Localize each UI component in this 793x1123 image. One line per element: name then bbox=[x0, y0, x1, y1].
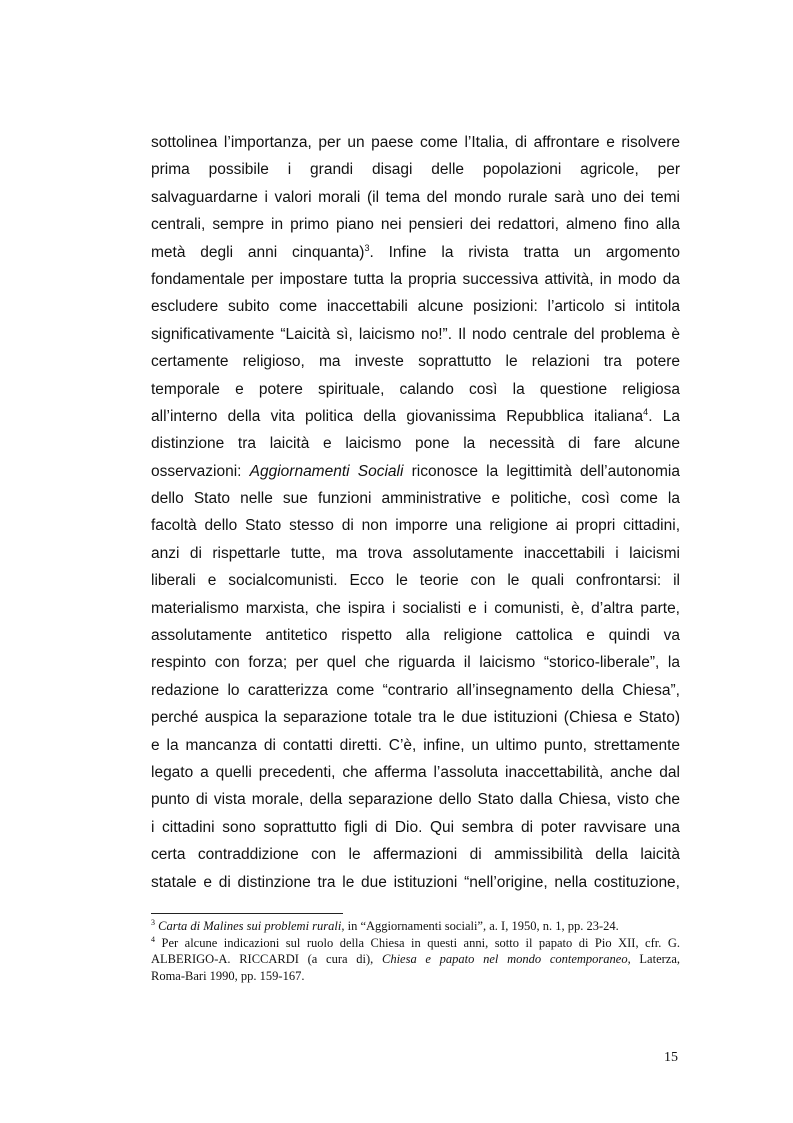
text-line: assolutamente antitetico rispetto alla religione cattolica e quindi va bbox=[151, 627, 680, 645]
footnote-3 bbox=[151, 918, 680, 935]
footnote-marker: 4 bbox=[151, 934, 155, 944]
text-line: centrali, sempre in primo piano nei pensieri dei redattori, almeno fino alla bbox=[151, 216, 680, 234]
text-fragment: metà degli anni cinquanta) bbox=[151, 243, 365, 261]
page-number: 15 bbox=[664, 1050, 678, 1065]
text-line: metà degli anni cinquanta)$^3$. Infine la rivista tratta un argomento bbox=[151, 242, 680, 261]
text-line: punto di vista morale, della separazione dello Stato dalla Chiesa, visto che bbox=[151, 791, 680, 809]
text-line bbox=[151, 458, 680, 485]
footnote-ref: 3 bbox=[364, 242, 370, 253]
text-line: redazione lo caratterizza come “contrario all’insegnamento della Chiesa”, bbox=[151, 681, 680, 699]
footnote-4 bbox=[151, 935, 680, 985]
text-line: anzi di rispettarle tutte, ma trova assolutamente inaccettabili i laicismi bbox=[151, 544, 680, 562]
footnote-text: ALBERIGO-A. RICCARDI (a cura di), bbox=[151, 952, 382, 966]
text-line: perché auspica la separazione totale tra le due istituzioni (Chiesa e Stato) bbox=[151, 709, 680, 727]
text-line: certa contraddizione con le affermazioni di ammissibilità della laicità bbox=[151, 846, 680, 864]
text-line: facoltà dello Stato stesso di non imporre una religione ai propri cittadini, bbox=[151, 517, 680, 535]
text-line: escludere subito come inaccettabili alcune posizioni: l’articolo si intitola bbox=[151, 298, 680, 316]
text-line: liberali e socialcomunisti. Ecco le teorie con le quali confrontarsi: il bbox=[151, 572, 680, 590]
footnote-line bbox=[151, 951, 680, 968]
footnote-line bbox=[151, 935, 680, 952]
text-line: i cittadini sono soprattutto figli di Dio. Qui sembra di poter ravvisare una bbox=[151, 818, 680, 836]
footnotes bbox=[151, 918, 680, 984]
footnote-line: Roma-Bari 1990, pp. 159-167. bbox=[151, 968, 305, 983]
footnote-line bbox=[151, 918, 680, 935]
journal-title: Aggiornamenti Sociali bbox=[249, 462, 404, 480]
text-line: salvaguardarne i valori morali (il tema del mondo rurale sarà uno dei temi bbox=[151, 188, 680, 206]
text-line: certamente religioso, ma investe soprattutto le relazioni tra potere bbox=[151, 353, 680, 371]
text-line: distinzione tra laicità e laicismo pone la necessità di fare alcune bbox=[151, 435, 680, 453]
text-line: temporale e potere spirituale, calando così la questione religiosa bbox=[151, 380, 680, 398]
footnote-ref: 4 bbox=[643, 406, 649, 417]
text-line: respinto con forza; per quel che riguarda il laicismo “storico-liberale”, la bbox=[151, 654, 680, 672]
text-line: prima possibile i grandi disagi delle popolazioni agricole, per bbox=[151, 161, 680, 179]
text-fragment: all’interno della vita politica della giovanissima Repubblica italiana bbox=[151, 407, 644, 425]
text-fragment: osservazioni: bbox=[151, 462, 250, 480]
text-line: e la mancanza di contatti diretti. C’è, infine, un ultimo punto, strettamente bbox=[151, 736, 680, 754]
text-fragment: Infine la rivista tratta un argomento bbox=[388, 243, 680, 261]
text-fragment: riconosce la legittimità dell’autonomia bbox=[403, 462, 680, 480]
footnote-text: , Laterza, bbox=[627, 952, 680, 966]
text-line: legato a quelli precedenti, che afferma l’assoluta inaccettabilità, anche dal bbox=[151, 763, 680, 781]
text-line: dello Stato nelle sue funzioni amministrative e politiche, così come la bbox=[151, 490, 680, 508]
text-line: materialismo marxista, che ispira i socialisti e i comunisti, è, d’altra parte, bbox=[151, 599, 680, 617]
footnote-text: Per alcune indicazioni sul ruolo della Chiesa in questi anni, sotto il papato di Pio XII, cfr. G. bbox=[161, 935, 680, 950]
text-line: statale e di distinzione tra le due istituzioni “nell’origine, nella costituzione, bbox=[151, 873, 680, 891]
cited-title: Chiesa e papato nel mondo contemporaneo bbox=[382, 952, 628, 966]
footnote-text: , in “Aggiornamenti sociali”, a. I, 1950, n. 1, pp. 23-24. bbox=[341, 919, 619, 933]
footnote-separator bbox=[151, 913, 343, 914]
text-line: fondamentale per impostare tutta la propria successiva attività, in modo da bbox=[151, 270, 680, 288]
footnote-marker: 3 bbox=[151, 917, 155, 927]
text-line: significativamente “Laicità sì, laicismo no!”. Il nodo centrale del problema è bbox=[151, 325, 680, 343]
text-fragment: La bbox=[662, 407, 680, 425]
text-line: all’interno della vita politica della giovanissima Repubblica italiana$^4$. La bbox=[151, 406, 680, 425]
body-text bbox=[151, 129, 680, 896]
text-line: sottolinea l’importanza, per un paese come l’Italia, di affrontare e risolvere bbox=[151, 134, 680, 151]
cited-title: Carta di Malines sui problemi rurali bbox=[158, 919, 342, 933]
